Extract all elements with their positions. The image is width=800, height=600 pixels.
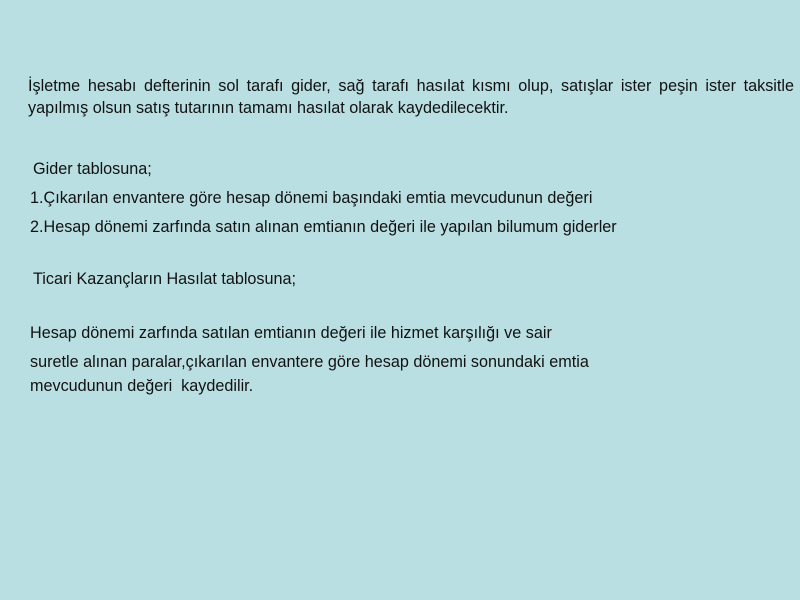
hasilat-line-1: Hesap dönemi zarfında satılan emtianın değeri ile hizmet karşılığı ve sair: [30, 324, 552, 342]
gider-item-2: 2.Hesap dönemi zarfında satın alınan emtianın değeri ile yapılan bilumum giderler: [30, 218, 617, 236]
hasilat-line-2: suretle alınan paralar,çıkarılan envantere göre hesap dönemi sonundaki emtia: [30, 353, 589, 371]
hasilat-line-3: mevcudunun değeri kaydedilir.: [30, 377, 254, 395]
gider-heading: Gider tablosuna;: [33, 160, 152, 178]
intro-paragraph: İşletme hesabı defterinin sol tarafı gider, sağ tarafı hasılat kısmı olup, satışlar ister peşin ister taksitle yapılmış olsun satış tutarının tamamı hasılat olarak kaydedilecektir.: [28, 77, 794, 117]
gider-item-1: 1.Çıkarılan envantere göre hesap dönemi başındaki emtia mevcudunun değeri: [30, 189, 593, 207]
hasilat-heading: Ticari Kazançların Hasılat tablosuna;: [33, 270, 297, 288]
